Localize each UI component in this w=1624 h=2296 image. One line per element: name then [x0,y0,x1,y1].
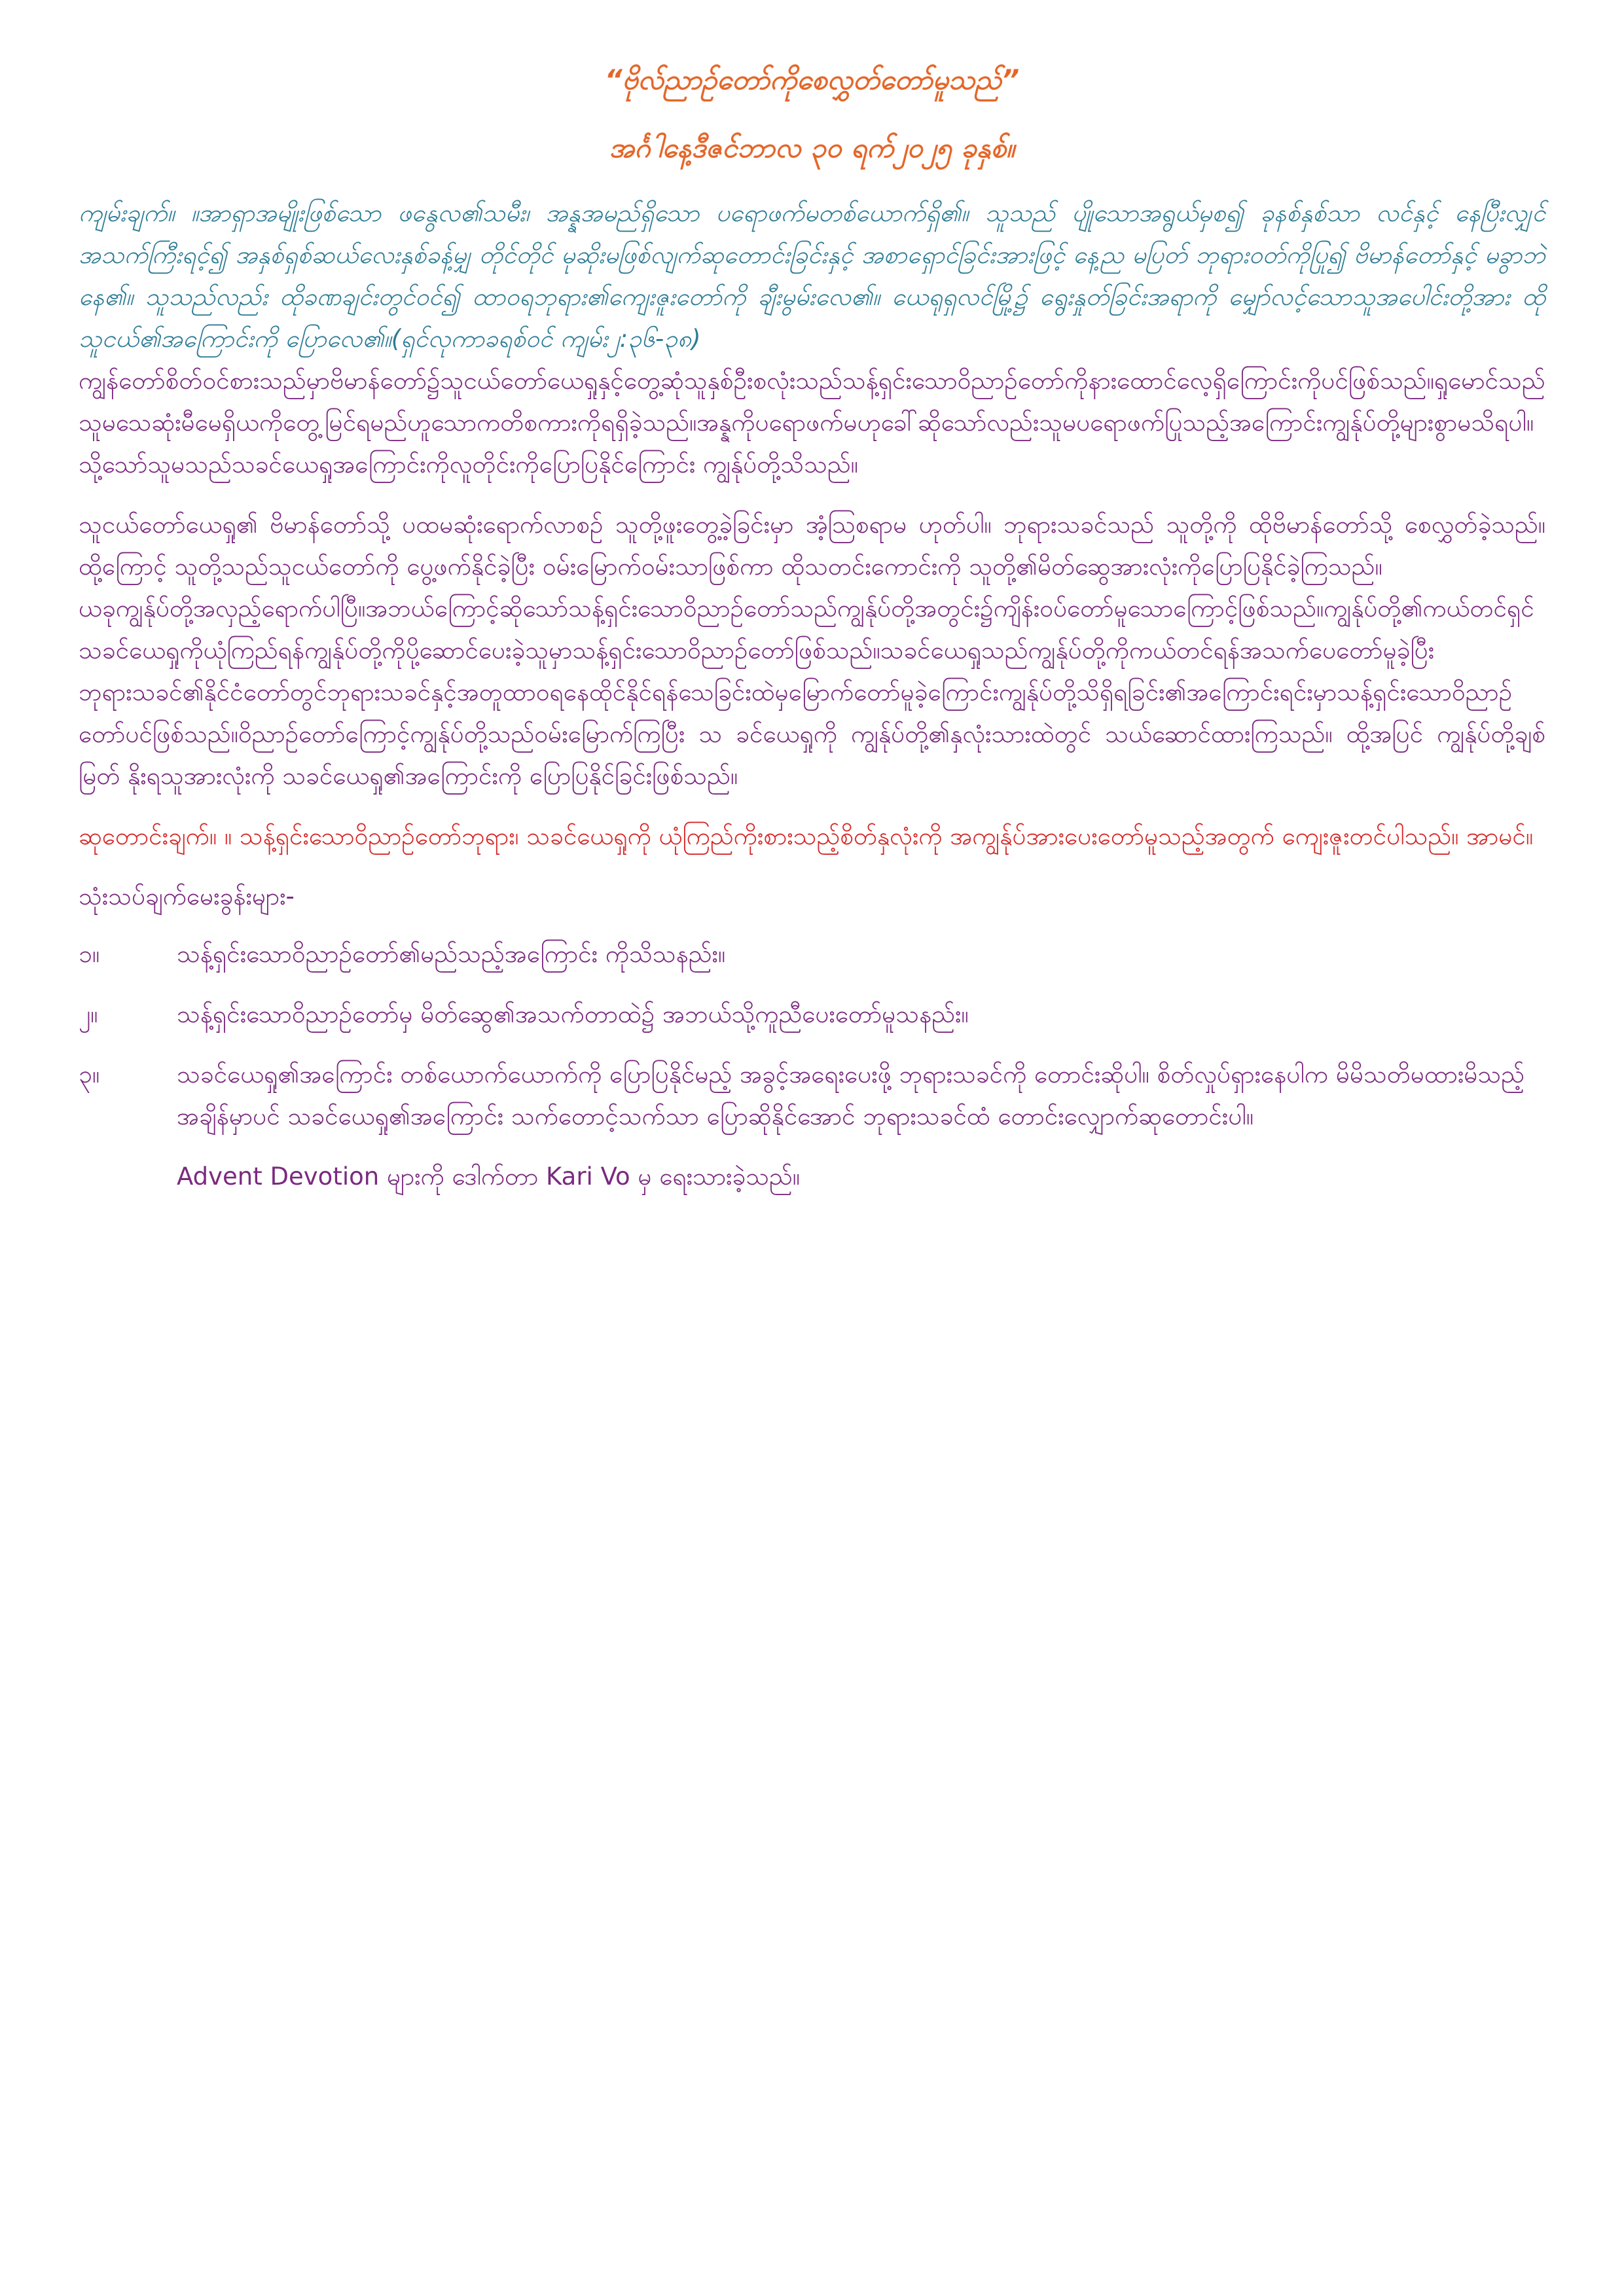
devotion-date: အင်္ဂါနေ့ဒီဇင်ဘာလ ၃၀ ရက်၂၀၂၅ ခုနှစ်။ [609,132,1015,164]
reflection-questions-heading: သုံးသပ်ချက်မေးခွန်းများ- [79,882,295,910]
body-paragraph-1: ကျွန်တော်စိတ်ဝင်စားသည်မှာဗိမာန်တော်၌သူငယ်တော်ယေရှုနှင့်တွေ့ဆုံသူနှစ်ဦးစလုံးသည်သန့်ရှင်းသောဝိညာဉ်တော်ကိုနားထောင်လေ့ရှိကြောင်းကိုပင်ဖြစ်သည်။ရှုမောင်သည်သူမသေဆုံးမီမေရှိယကိုတွေ့မြင်ရမည်ဟူသောကတိစကားကိုရရှိခဲ့သည်။အန္နကိုပရောဖက်မဟုခေါ်ဆိုသော်လည်းသူမပရောဖက်ပြုသည့်အကြောင်းကျွန်ုပ်တို့များစွာမသိရပါ။သို့သော်သူမသည်သခင်ယေရှုအကြောင်းကိုလူတိုင်းကိုပြောပြနိုင်ကြောင်း ကျွန်ုပ်တို့သိသည်။ [79,367,1545,478]
question-number: ၂။ [79,1000,98,1028]
question-item [79,1054,1545,1138]
author-credit: Advent Devotion များကို ဒေါက်တာ Kari Vo မှ ရေးသားခဲ့သည်။ [177,1162,800,1191]
scripture-passage: ကျမ်းချက်။ ။အာရှာအမျိုးဖြစ်သော ဖနွေလ၏သမီး၊ အန္နအမည်ရှိသော ပရောဖက်မတစ်ယောက်ရှိ၏။ သူသည် ပျိုသောအရွယ်မှစ၍ ခုနစ်နှစ်သာ လင်နှင့် နေပြီးလျှင်အသက်ကြီးရင့်၍ အနှစ်ရှစ်ဆယ်လေးနှစ်ခန့်မျှ တိုင်တိုင် မုဆိုးမဖြစ်လျက်ဆုတောင်းခြင်းနှင့် အစာရှောင်ခြင်းအားဖြင့် နေ့ည မပြတ် ဘုရားဝတ်ကိုပြု၍ ဗိမာန်တော်နှင့် မခွာဘဲနေ၏။ သူသည်လည်း ထိုခဏချင်းတွင်ဝင်၍ ထာဝရဘုရား၏ကျေးဇူးတော်ကို ချီးမွမ်းလေ၏။ ယေရုရှလင်မြို့၌ ရွေးနှုတ်ခြင်းအရာကို မျှော်လင့်သောသူအပေါင်းတို့အား ထိုသူငယ်၏အကြောင်းကို ပြောလေ၏။(ရှင်လုကာခရစ်ဝင် ကျမ်း၂:၃၆-၃၈) [79,199,1545,353]
question-item [79,933,1545,975]
question-text: သခင်ယေရှု၏အကြောင်း တစ်ယောက်ယောက်ကို ပြောပြနိုင်မည့် အခွင့်အရေးပေးဖို့ ဘုရားသခင်ကို တောင်းဆိုပါ။ စိတ်လှုပ်ရှားနေပါက မိမိသတိမထားမိသည့်အချိန်မှာပင် သခင်ယေရှု၏အကြောင်း သက်တောင့်သက်သာ ပြောဆိုနိုင်အောင် ဘုရားသခင်ထံ တောင်းလျှောက်ဆုတောင်းပါ။ [177,1060,1525,1130]
devotion-title: “ဗိုလ်ညာဉ်တော်ကိုစေလွှတ်တော်မူသည်” [604,63,1020,96]
body-paragraph-2: သူငယ်တော်ယေရှု၏ ဗိမာန်တော်သို့ ပထမဆုံးရောက်လာစဉ် သူတို့ဖူးတွေ့ခဲ့ခြင်းမှာ အံ့သြစရာမ ဟုတ်ပါ။ ဘုရားသခင်သည် သူတို့ကို ထိုဗိမာန်တော်သို့ စေလွှတ်ခဲ့သည်။ ထို့ကြောင့် သူတို့သည်သူငယ်တော်ကို ပွေ့ဖက်နိုင်ခဲ့ပြီး ဝမ်းမြောက်ဝမ်းသာဖြစ်ကာ ထိုသတင်းကောင်းကို သူတို့၏မိတ်ဆွေအားလုံးကိုပြောပြနိုင်ခဲ့ကြသည်။ [79,511,1545,581]
prayer-paragraph: ဆုတောင်းချက်။ ။ သန့်ရှင်းသောဝိညာဉ်တော်ဘုရား၊ သခင်ယေရှုကို ယုံကြည်ကိုးစားသည့်စိတ်နှလုံးကို အကျွန်ုပ်အားပေးတော်မူသည့်အတွက် ကျေးဇူးတင်ပါသည်။ အာမင်။ [79,822,1534,850]
question-text: သန့်ရှင်းသောဝိညာဉ်တော်မှ မိတ်ဆွေ၏အသက်တာထဲ၌ အဘယ်သို့ကူညီပေးတော်မူသနည်း။ [177,1000,969,1028]
question-item [79,994,1545,1035]
reflection-questions-list [79,933,1545,1138]
question-number: ၁။ [79,940,100,968]
question-text: သန့်ရှင်းသောဝိညာဉ်တော်၏မည်သည့်အကြောင်း ကိုသိသနည်း။ [177,940,726,968]
question-number: ၃။ [79,1060,100,1088]
body-paragraph-3: ယခုကျွန်ုပ်တို့အလှည့်ရောက်ပါပြီ။အဘယ်ကြောင့်ဆိုသော်သန့်ရှင်းသောဝိညာဉ်တော်သည်ကျွန်ုပ်တို့အတွင်း၌ကျိန်းဝပ်တော်မူသောကြောင့်ဖြစ်သည်။ကျွန်ုပ်တို့၏ကယ်တင်ရှင်သခင်ယေရှုကိုယုံကြည်ရန်ကျွန်ုပ်တို့ကိုပို့ဆောင်ပေးခဲ့သူမှာသန့်ရှင်းသောဝိညာဉ်တော်ဖြစ်သည်။သခင်ယေရှုသည်ကျွန်ုပ်တို့ကိုကယ်တင်ရန်အသက်ပေတော်မူခဲ့ပြီးဘုရားသခင်၏နိုင်ငံတော်တွင်ဘုရားသခင်နှင့်အတူထာဝရနေထိုင်နိုင်ရန်သေခြင်းထဲမှမြောက်တော်မူခဲ့ကြောင်းကျွန်ုပ်တို့သိရှိရခြင်း၏အကြောင်းရင်းမှာသန့်ရှင်းသောဝိညာဉ်တော်ပင်ဖြစ်သည်။ဝိညာဉ်တော်ကြောင့်ကျွန်ုပ်တို့သည်ဝမ်းမြောက်ကြပြီး သ ခင်ယေရှုကို ကျွန်ုပ်တို့၏နှလုံးသားထဲတွင် သယ်ဆောင်ထားကြသည်။ ထို့အပြင် ကျွန်ုပ်တို့ချစ်မြတ် နိုးရသူအားလုံးကို သခင်ယေရှု၏အကြောင်းကို ပြောပြနိုင်ခြင်းဖြစ်သည်။ [79,594,1545,790]
